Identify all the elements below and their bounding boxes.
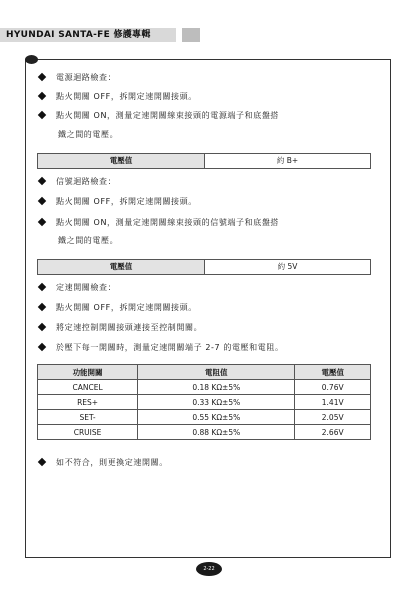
col-resistance: 電阻值 [138,365,295,380]
document-header [0,28,200,42]
power-voltage-table [37,153,371,169]
cell-switch: SET- [38,410,138,425]
cell-voltage: 0.76V [295,380,371,395]
signal-check-step2: 點火開關 ON，測量定速開關線束接頭的信號端子和底盤搭 [37,217,279,229]
diamond-bullet-icon [38,177,46,185]
table-header-row [38,365,371,380]
signal-voltage-value: 約 5V [277,262,298,271]
cell-resistance: 0.33 KΩ±5% [138,395,295,410]
signal-check-step1: 點火開關 OFF，拆開定速開關接頭。 [37,196,197,208]
cell-switch: RES+ [38,395,138,410]
power-check-step2-cont: 鐵之間的電壓。 [58,130,119,139]
signal-voltage-table [37,259,371,275]
signal-check-step2-cont: 鐵之間的電壓。 [58,236,119,245]
power-check-step1: 點火開關 OFF，拆開定速開關接頭。 [37,91,197,103]
col-voltage: 電壓值 [295,365,371,380]
power-voltage-value: 約 B+ [276,156,299,165]
diamond-bullet-icon [38,197,46,205]
switch-check-conclusion: 如不符合，則更換定速開關。 [37,457,168,469]
cell-voltage: 2.66V [295,425,371,440]
corner-badge-icon [25,55,38,64]
cell-resistance: 0.88 KΩ±5% [138,425,295,440]
cell-voltage: 2.05V [295,410,371,425]
diamond-bullet-icon [38,283,46,291]
diamond-bullet-icon [38,343,46,351]
switch-check-title: 定速開關檢查： [37,282,116,294]
diamond-bullet-icon [38,323,46,331]
table-row [38,410,371,425]
switch-check-step2: 將定速控制開關接頭連接至控制開關。 [37,322,202,334]
switch-check-step1: 點火開關 OFF，拆開定速開關接頭。 [37,302,197,314]
signal-check-title: 信號迴路檢查： [37,176,116,188]
page-number-badge: 2-22 [196,562,222,576]
power-voltage-label: 電壓值 [38,154,205,168]
cell-voltage: 1.41V [295,395,371,410]
col-function-switch: 功能開關 [38,365,138,380]
table-row [38,425,371,440]
diamond-bullet-icon [38,458,46,466]
cell-resistance: 0.55 KΩ±5% [138,410,295,425]
power-check-title: 電源迴路檢查： [37,72,116,84]
diamond-bullet-icon [38,92,46,100]
header-title: HYUNDAI SANTA-FE 修護專輯 [6,30,151,40]
signal-voltage-label: 電壓值 [38,260,205,274]
diamond-bullet-icon [38,73,46,81]
table-row [38,395,371,410]
cell-resistance: 0.18 KΩ±5% [138,380,295,395]
table-row [38,380,371,395]
power-check-step2: 點火開關 ON，測量定速開關線束接頭的電源端子和底盤搭 [37,110,279,122]
diamond-bullet-icon [38,218,46,226]
switch-check-step3: 於壓下每一開關時，測量定速開關端子 2-7 的電壓和電阻。 [37,342,284,354]
diamond-bullet-icon [38,111,46,119]
switch-spec-table [37,364,371,440]
cell-switch: CRUISE [38,425,138,440]
cell-switch: CANCEL [38,380,138,395]
diamond-bullet-icon [38,303,46,311]
